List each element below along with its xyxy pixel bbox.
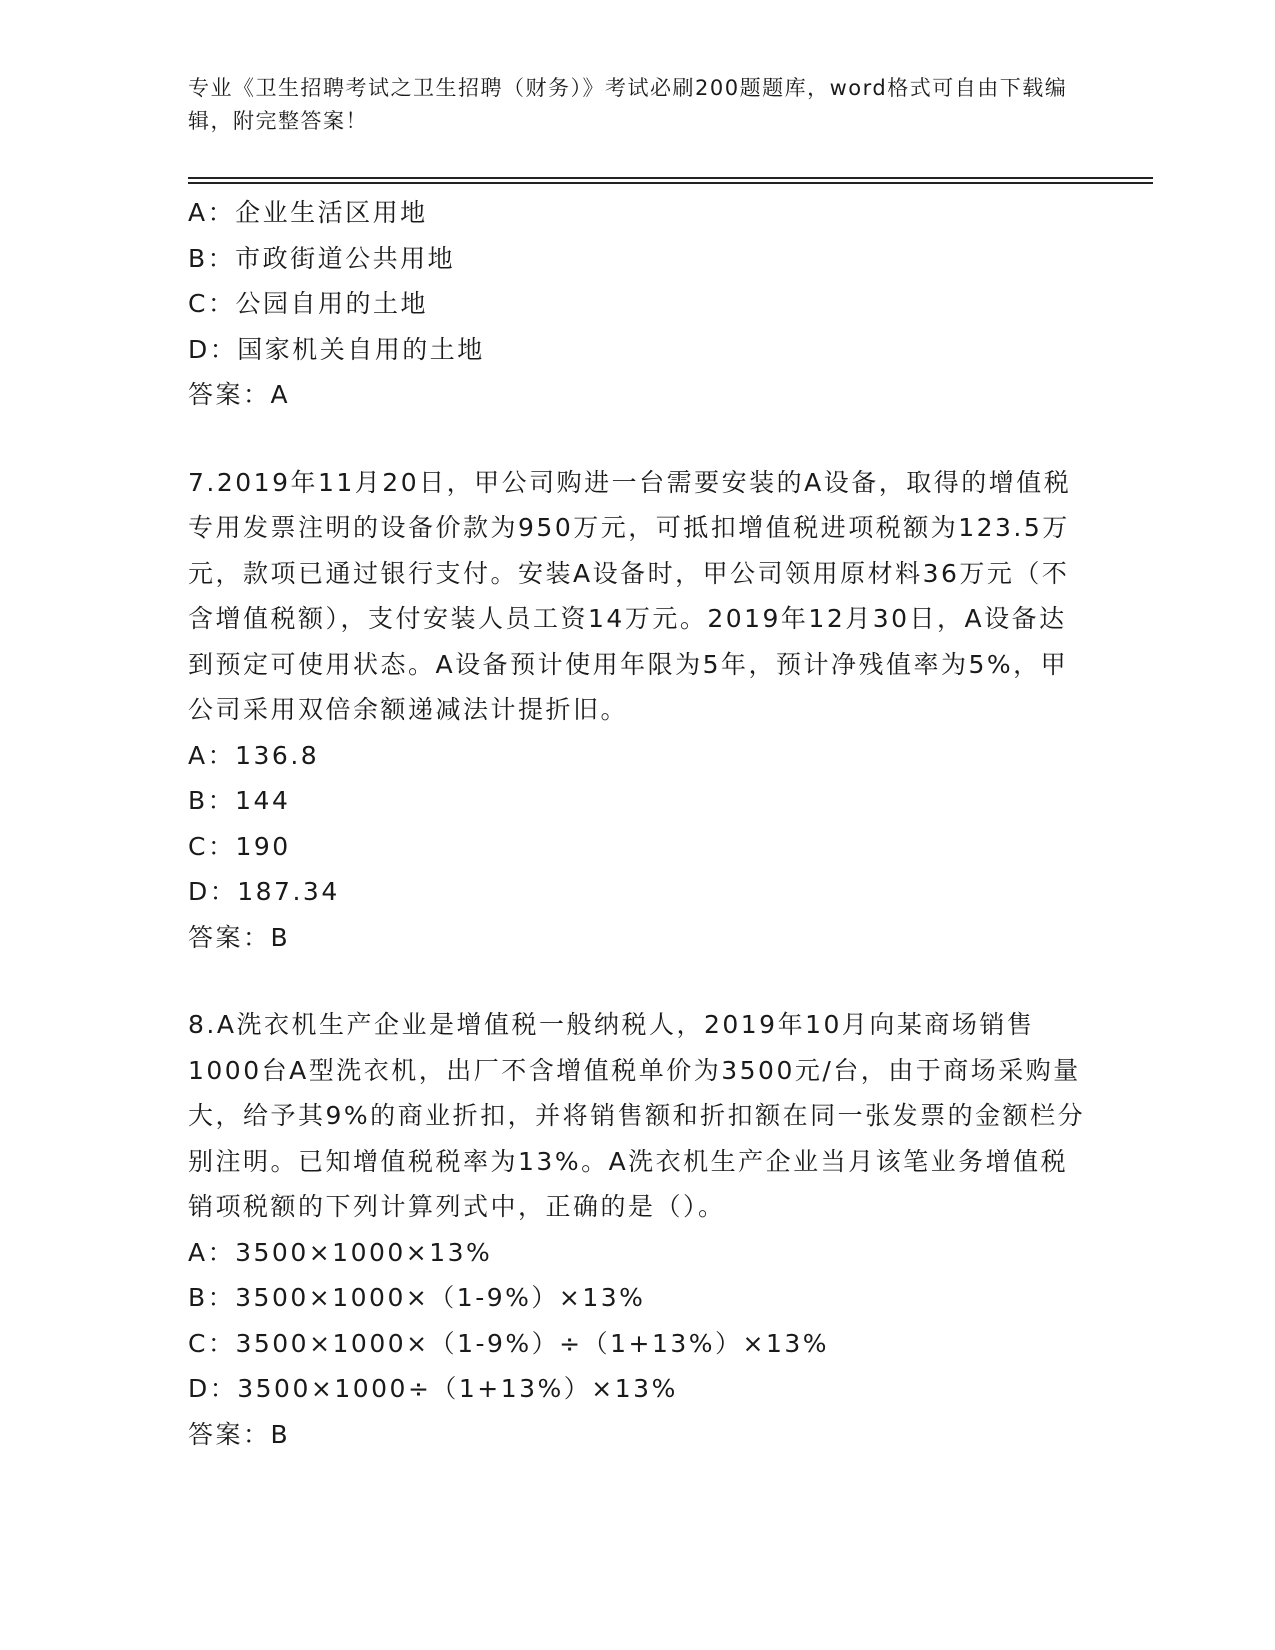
question-7: [188, 460, 1088, 961]
q6-answer: 答案：A: [188, 380, 291, 409]
q7-answer: 答案：B: [188, 922, 291, 952]
spacer: [188, 418, 1088, 460]
q7-text: 7.2019年11月20日，甲公司购进一台需要安装的A设备，取得的增值税专用发票注明的设备价款为950万元，可抵扣增值税进项税额为123.5万元，款项已通过银行支付。安装A设备时，甲公司领用原材料36万元（不含增值税额），支付安装人员工资14万元。2019年12月30日，A设备达到预定可使用状态。A设备预计使用年限为5年，预计净残值率为5%，甲公司采用双倍余额递减法计提折旧。: [188, 467, 1072, 724]
q8-option-c: C：3500×1000×（1-9%）÷（1+13%）×13%: [188, 1328, 830, 1358]
q6-option-c: C：公园自用的土地: [188, 289, 428, 318]
q7-option-c: C：190: [188, 831, 291, 861]
q6-option-d: D：国家机关自用的土地: [188, 334, 485, 364]
q7-option-b: B：144: [188, 786, 291, 815]
q8-text: 8.A洗衣机生产企业是增值税一般纳税人，2019年10月向某商场销售1000台A型洗衣机，出厂不含增值税单价为3500元/台，由于商场采购量大，给予其9%的商业折扣，并将销售额和折扣额在同一张发票的金额栏分别注明。已知增值税税率为13%。A洗衣机生产企业当月该笔业务增值税销项税额的下列计算列式中，正确的是（）。: [188, 1010, 1086, 1221]
q8-option-d: D：3500×1000÷（1+13%）×13%: [188, 1374, 678, 1403]
header-rule-top: [188, 177, 1153, 179]
question-8: [188, 1002, 1088, 1457]
q7-option-d: D：187.34: [188, 877, 340, 906]
q8-option-a: A：3500×1000×13%: [188, 1237, 493, 1267]
q8-option-b: B：3500×1000×（1-9%）×13%: [188, 1283, 646, 1312]
header-rule-bottom: [188, 182, 1153, 184]
q8-answer: 答案：B: [188, 1419, 291, 1449]
q6-option-a: A：企业生活区用地: [188, 198, 428, 227]
question-6: [188, 190, 1088, 418]
q7-option-a: A：136.8: [188, 740, 320, 770]
document-header: 专业《卫生招聘考试之卫生招聘（财务）》考试必刷200题题库，word格式可自由下载编辑，附完整答案！: [188, 76, 1068, 133]
q6-option-b: B：市政街道公共用地: [188, 243, 456, 273]
question-content: [188, 190, 1088, 1457]
spacer: [188, 960, 1088, 1002]
